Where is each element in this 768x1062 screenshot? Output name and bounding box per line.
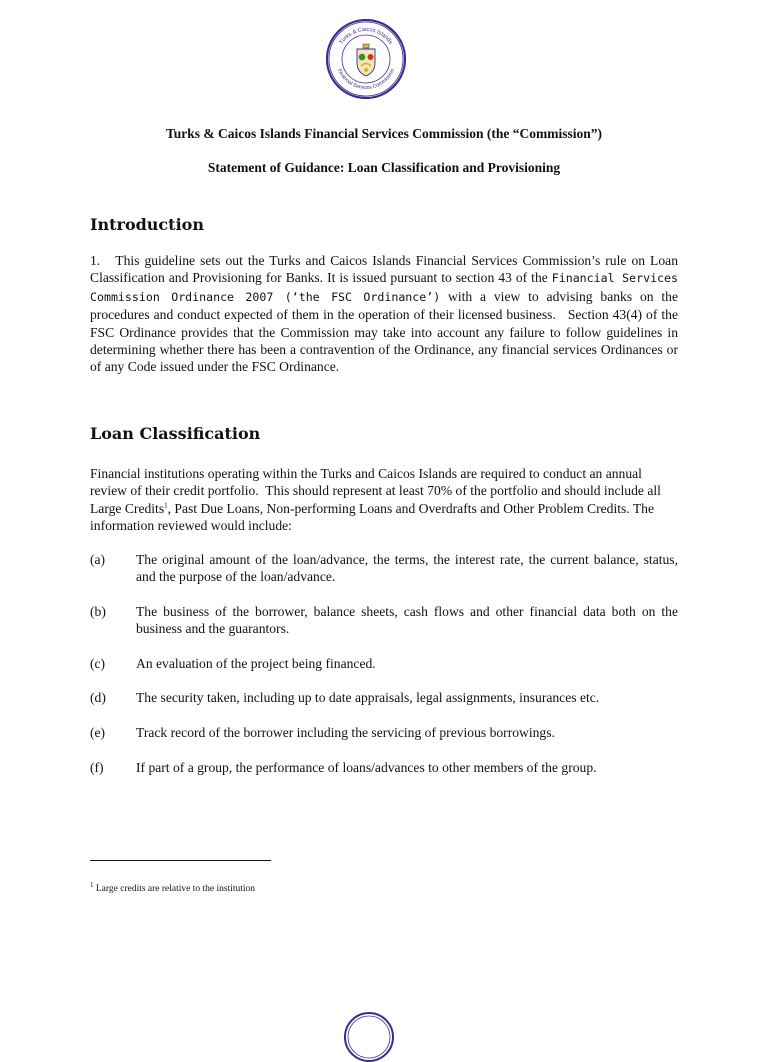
intro-text-part-a: 1. This guideline sets out the Turks and Caicos Islands Financial Services Commission’s rule on Loan Classification and Provisioning for Banks. It is issued pursuant to section 43 of the <box>90 253 678 286</box>
seal-ring-text-bottom: Financial Services Commission <box>336 68 396 92</box>
document-subtitle: Statement of Guidance: Loan Classification and Provisioning <box>207 160 561 175</box>
list-item <box>90 689 678 706</box>
list-item-text: The business of the borrower, balance sheets, cash flows and other financial data both on the business and the guarantors. <box>136 604 678 637</box>
footnote-divider <box>90 860 271 861</box>
loan-text-part-a: Financial institutions operating within the Turks and Caicos Islands are required to conduct an annual review of their credit portfolio. This should represent at least 70% of the portfolio and should include all Large Credits <box>90 466 661 516</box>
list-item <box>90 603 678 638</box>
list-item-text: If part of a group, the performance of loans/advances to other members of the group. <box>136 760 597 775</box>
commission-seal-logo <box>326 19 406 99</box>
list-item-text: Track record of the borrower including the servicing of previous borrowings. <box>136 725 555 740</box>
footnote-marker: 1 <box>90 880 94 889</box>
introduction-heading: Introduction <box>90 215 204 234</box>
loan-text-part-b: , Past Due Loans, Non-performing Loans and Overdrafts and Other Problem Credits. The information reviewed would include: <box>90 500 654 534</box>
introduction-paragraph <box>90 252 678 376</box>
footnote-text: Large credits are relative to the institution <box>95 884 256 894</box>
list-item <box>90 551 678 586</box>
list-item-label: (d) <box>90 690 106 705</box>
commission-title: Turks & Caicos Islands Financial Services Commission (the “Commission”) <box>165 126 603 141</box>
list-item-text: The security taken, including up to date appraisals, legal assignments, insurances etc. <box>136 690 600 705</box>
list-item <box>90 724 678 741</box>
next-page-seal-icon <box>344 1012 394 1062</box>
loan-classification-paragraph <box>90 465 678 535</box>
seal-ring-text-top: Turks & Caicos Islands <box>338 26 394 46</box>
list-item <box>90 655 678 672</box>
list-item-label: (e) <box>90 725 106 740</box>
footnote <box>90 880 256 895</box>
ordinance-reference: Financial Services Commission Ordinance 2007 (‘the FSC Ordinance’) <box>90 271 678 304</box>
list-item-text: An evaluation of the project being financed. <box>136 656 376 671</box>
intro-text-part-b: with a view to advising banks on the procedures and conduct expected of them in the operation of their licensed business. Section 43(4) of the FSC Ordinance provides that the Commission may take into account any failure to follow guidelines in determining whether there has been a contravention of the Ordinance, any financial services Ordinances or of any Code issued under the FSC Ordinance. <box>90 288 678 375</box>
list-item-label: (c) <box>90 656 106 671</box>
footnote-reference: 1 <box>164 501 168 510</box>
loan-classification-heading: Loan Classification <box>90 424 261 443</box>
list-item-label: (f) <box>90 760 104 775</box>
list-item-label: (b) <box>90 604 106 619</box>
list-item <box>90 759 678 776</box>
list-item-label: (a) <box>90 552 106 567</box>
list-item-text: The original amount of the loan/advance, the terms, the interest rate, the current balance, status, and the purpose of the loan/advance. <box>136 552 678 585</box>
